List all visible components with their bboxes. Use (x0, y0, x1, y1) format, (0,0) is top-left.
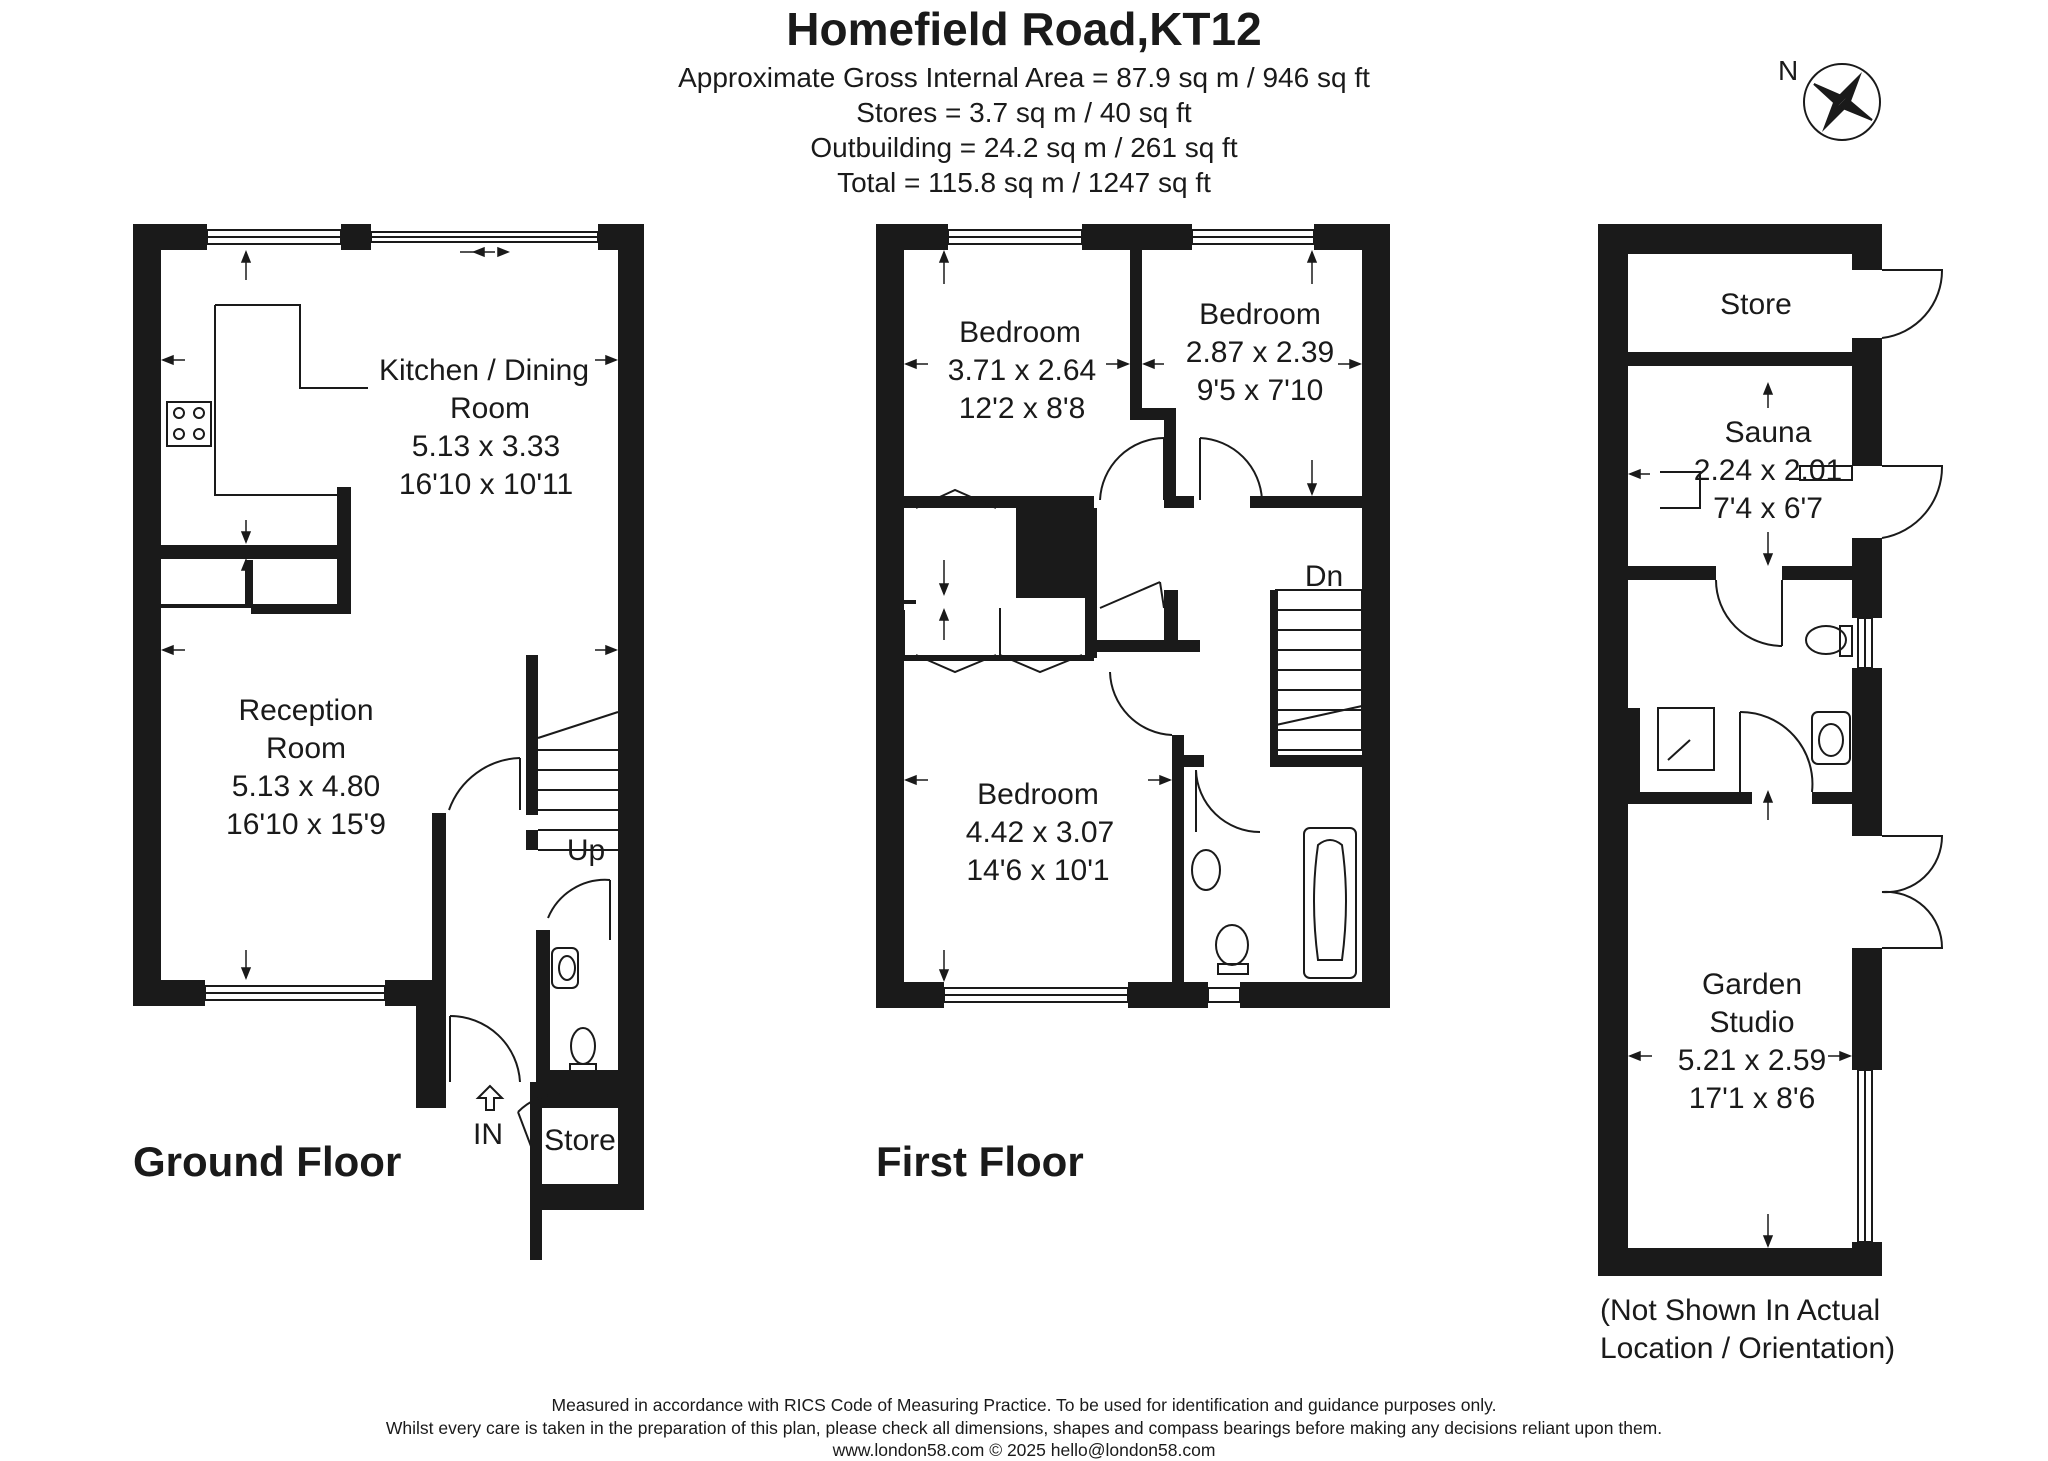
ground-floor-wc-fixtures (552, 948, 596, 1072)
bedroom2-name: Bedroom (1199, 298, 1321, 331)
ground-floor-label: Ground Floor (133, 1138, 402, 1185)
footer-disclaimer-line1: Measured in accordance with RICS Code of Measuring Practice. To be used for identification and guidance purposes only. (551, 1395, 1497, 1415)
outbuilding-area: Outbuilding = 24.2 sq m / 261 sq ft (810, 132, 1238, 163)
outbuilding-doors (1716, 270, 1942, 948)
entrance-label: IN (473, 1118, 503, 1151)
sauna-imperial: 7'4 x 6'7 (1713, 492, 1823, 525)
reception-imperial: 16'10 x 15'9 (226, 808, 386, 841)
kitchen-name-line2: Room (449, 392, 531, 425)
bedroom1-metric: 3.71 x 2.64 (947, 354, 1097, 387)
reception-metric: 5.13 x 4.80 (231, 770, 381, 803)
studio-name-line2: Studio (1709, 1006, 1795, 1039)
bedroom1-imperial: 12'2 x 8'8 (958, 392, 1086, 425)
ground-floor-windows (205, 230, 598, 1000)
bedroom3-name: Bedroom (977, 778, 1099, 811)
studio-metric: 5.21 x 2.59 (1677, 1044, 1827, 1077)
bedroom3-metric: 4.42 x 3.07 (965, 816, 1115, 849)
bedroom2-metric: 2.87 x 2.39 (1185, 336, 1335, 369)
footer-disclaimer-line2: Whilst every care is taken in the preparation of this plan, please check all dimensions, shapes and compass bearings before making any decisions reliant upon them. (385, 1418, 1663, 1438)
footer-contact: www.london58.com © 2025 hello@london58.com (832, 1440, 1216, 1460)
compass-north-label: N (1778, 55, 1799, 86)
sauna-name: Sauna (1724, 416, 1812, 449)
outbuilding-note-line2: Location / Orientation) (1600, 1332, 1896, 1365)
sauna-metric: 2.24 x 2.01 (1693, 454, 1843, 487)
first-floor-label: First Floor (876, 1138, 1084, 1185)
compass-icon (1804, 64, 1880, 140)
kitchen-name-line1: Kitchen / Dining (378, 354, 590, 387)
first-floor-bathroom-fixtures (1192, 828, 1356, 978)
bedroom3-imperial: 14'6 x 10'1 (966, 854, 1110, 887)
outbuilding-note-line1: (Not Shown In Actual (1600, 1294, 1881, 1327)
bedroom2-imperial: 9'5 x 7'10 (1196, 374, 1324, 407)
reception-name-line2: Room (265, 732, 347, 765)
studio-imperial: 17'1 x 8'6 (1688, 1082, 1816, 1115)
reception-name-line1: Reception (238, 694, 374, 727)
stairs-down-label: Dn (1304, 560, 1344, 593)
stores-area: Stores = 3.7 sq m / 40 sq ft (856, 97, 1192, 128)
outbuilding-store-label: Store (1720, 288, 1792, 321)
gross-internal-area: Approximate Gross Internal Area = 87.9 sq m / 946 sq ft (678, 62, 1370, 93)
total-area: Total = 115.8 sq m / 1247 sq ft (837, 167, 1211, 198)
ground-store-label: Store (544, 1124, 616, 1157)
bedroom1-name: Bedroom (959, 316, 1081, 349)
stairs-up-label: Up (566, 834, 606, 867)
kitchen-metric: 5.13 x 3.33 (411, 430, 561, 463)
entrance-arrow-icon (478, 1086, 502, 1110)
kitchen-imperial: 16'10 x 10'11 (398, 468, 574, 501)
kitchen-units (167, 305, 368, 495)
ground-floor-doors (449, 758, 610, 1170)
first-floor-stairs (1276, 590, 1362, 750)
studio-name-line1: Garden (1701, 968, 1803, 1001)
ground-floor-stairs (538, 712, 618, 850)
plan-title: Homefield Road,KT12 (786, 3, 1262, 55)
